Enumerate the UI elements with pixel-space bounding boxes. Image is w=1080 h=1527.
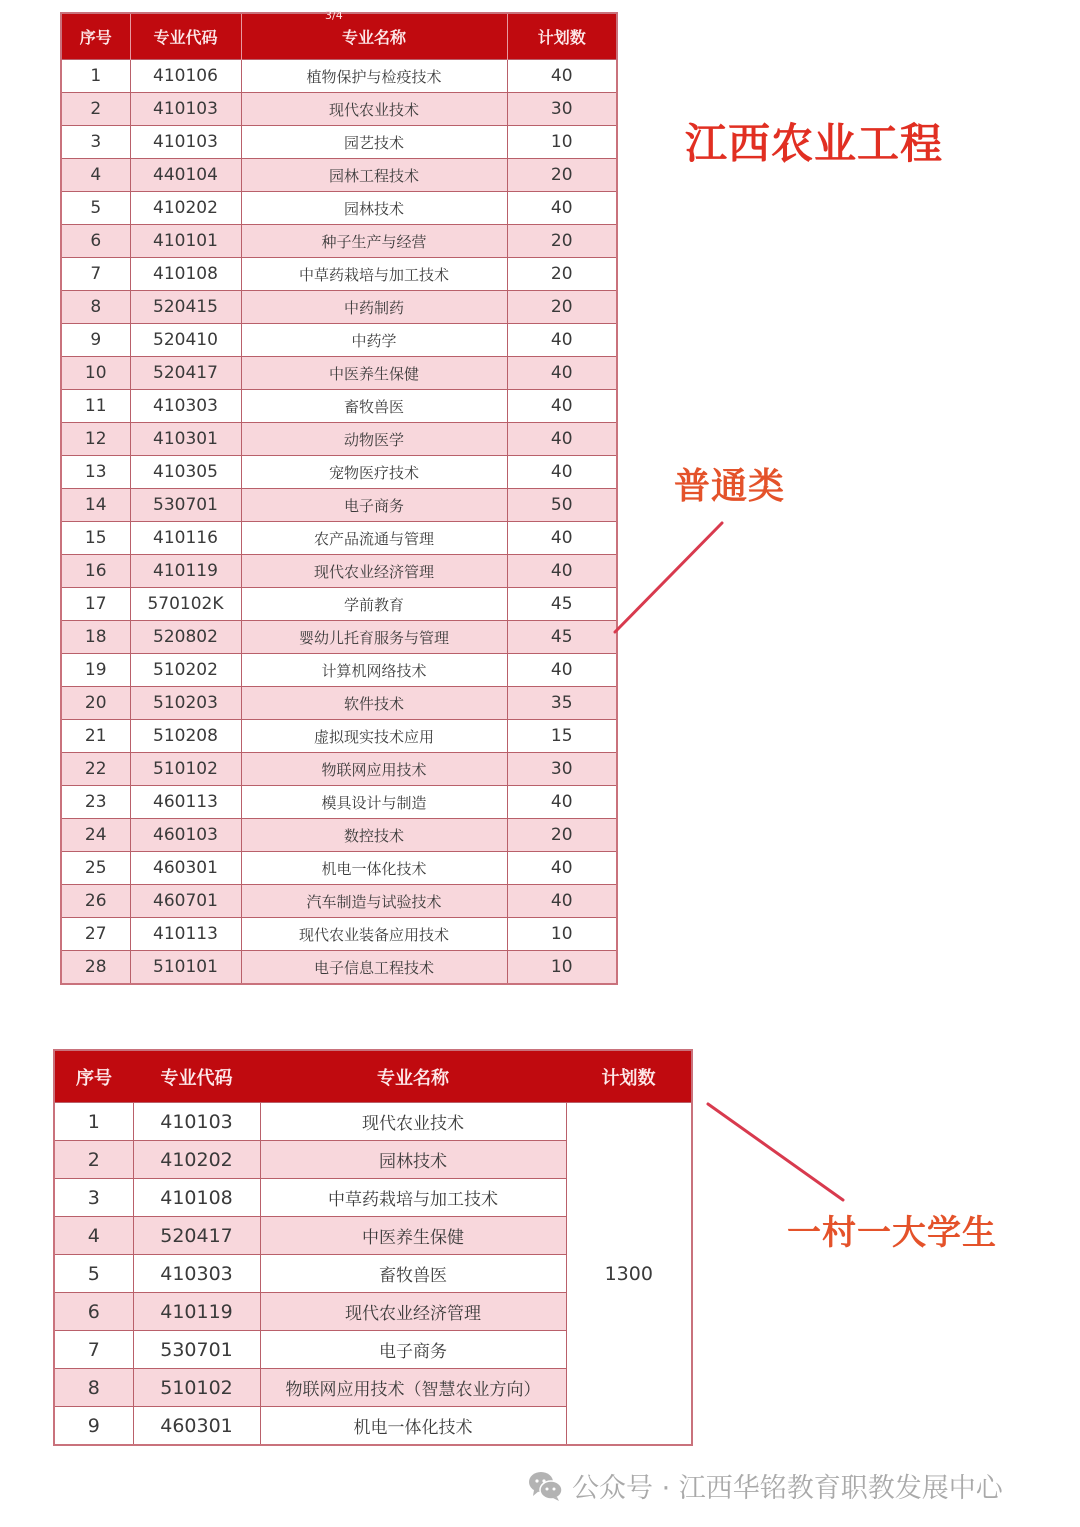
code-cell: 570102K bbox=[130, 588, 241, 621]
plan-cell: 40 bbox=[507, 885, 617, 918]
code-cell: 410305 bbox=[130, 456, 241, 489]
plan-cell: 20 bbox=[507, 291, 617, 324]
index-cell: 14 bbox=[61, 489, 130, 522]
name-cell: 园林技术 bbox=[241, 192, 507, 225]
code-cell: 530701 bbox=[133, 1331, 260, 1369]
header-code: 专业代码 bbox=[130, 13, 241, 60]
pointer-line-village bbox=[708, 1104, 843, 1200]
index-cell: 28 bbox=[61, 951, 130, 985]
index-cell: 17 bbox=[61, 588, 130, 621]
header-name: 专业名称 bbox=[260, 1050, 566, 1103]
index-cell: 13 bbox=[61, 456, 130, 489]
code-cell: 510102 bbox=[130, 753, 241, 786]
plan-cell: 40 bbox=[507, 456, 617, 489]
code-cell: 520410 bbox=[130, 324, 241, 357]
annotation-village: 一村一大学生 bbox=[787, 1213, 997, 1253]
plan-cell: 50 bbox=[507, 489, 617, 522]
index-cell: 5 bbox=[54, 1255, 133, 1293]
index-cell: 9 bbox=[54, 1407, 133, 1446]
header-code: 专业代码 bbox=[133, 1050, 260, 1103]
code-cell: 510202 bbox=[130, 654, 241, 687]
table-header-row bbox=[54, 1050, 692, 1103]
name-cell: 现代农业经济管理 bbox=[241, 555, 507, 588]
code-cell: 410202 bbox=[130, 192, 241, 225]
header-name: 专业名称 bbox=[241, 13, 507, 60]
plan-cell: 40 bbox=[507, 654, 617, 687]
code-cell: 460301 bbox=[133, 1407, 260, 1446]
footer-text: 公众号 · 江西华铭教育职教发展中心 bbox=[572, 1473, 1003, 1504]
plan-cell: 45 bbox=[507, 588, 617, 621]
name-cell: 种子生产与经营 bbox=[241, 225, 507, 258]
code-cell: 520802 bbox=[130, 621, 241, 654]
name-cell: 机电一体化技术 bbox=[260, 1407, 566, 1446]
code-cell: 410303 bbox=[130, 390, 241, 423]
index-cell: 23 bbox=[61, 786, 130, 819]
page-indicator: 3/4 bbox=[325, 9, 343, 22]
index-cell: 3 bbox=[54, 1179, 133, 1217]
name-cell: 计算机网络技术 bbox=[241, 654, 507, 687]
name-cell: 软件技术 bbox=[241, 687, 507, 720]
code-cell: 410108 bbox=[133, 1179, 260, 1217]
name-cell: 农产品流通与管理 bbox=[241, 522, 507, 555]
name-cell: 园艺技术 bbox=[241, 126, 507, 159]
name-cell: 动物医学 bbox=[241, 423, 507, 456]
total-plan-cell: 1300 bbox=[566, 1103, 692, 1446]
table-row bbox=[54, 1103, 692, 1141]
code-cell: 530701 bbox=[130, 489, 241, 522]
name-cell: 婴幼儿托育服务与管理 bbox=[241, 621, 507, 654]
name-cell: 学前教育 bbox=[241, 588, 507, 621]
code-cell: 410301 bbox=[130, 423, 241, 456]
code-cell: 410119 bbox=[133, 1293, 260, 1331]
plan-cell: 10 bbox=[507, 126, 617, 159]
plan-cell: 40 bbox=[507, 423, 617, 456]
name-cell: 虚拟现实技术应用 bbox=[241, 720, 507, 753]
index-cell: 19 bbox=[61, 654, 130, 687]
header-plan: 计划数 bbox=[507, 13, 617, 60]
name-cell: 数控技术 bbox=[241, 819, 507, 852]
code-cell: 410108 bbox=[130, 258, 241, 291]
index-cell: 4 bbox=[54, 1217, 133, 1255]
code-cell: 510203 bbox=[130, 687, 241, 720]
code-cell: 520415 bbox=[130, 291, 241, 324]
name-cell: 现代农业技术 bbox=[241, 93, 507, 126]
plan-cell: 40 bbox=[507, 852, 617, 885]
code-cell: 410103 bbox=[130, 126, 241, 159]
name-cell: 物联网应用技术 bbox=[241, 753, 507, 786]
index-cell: 2 bbox=[54, 1141, 133, 1179]
index-cell: 18 bbox=[61, 621, 130, 654]
code-cell: 510102 bbox=[133, 1369, 260, 1407]
name-cell: 中药制药 bbox=[241, 291, 507, 324]
code-cell: 410116 bbox=[130, 522, 241, 555]
name-cell: 模具设计与制造 bbox=[241, 786, 507, 819]
code-cell: 410101 bbox=[130, 225, 241, 258]
code-cell: 510101 bbox=[130, 951, 241, 985]
plan-cell: 20 bbox=[507, 225, 617, 258]
index-cell: 1 bbox=[61, 60, 130, 93]
name-cell: 中药学 bbox=[241, 324, 507, 357]
name-cell: 电子商务 bbox=[241, 489, 507, 522]
plan-cell: 20 bbox=[507, 159, 617, 192]
code-cell: 410103 bbox=[133, 1103, 260, 1141]
index-cell: 27 bbox=[61, 918, 130, 951]
code-cell: 440104 bbox=[130, 159, 241, 192]
code-cell: 520417 bbox=[130, 357, 241, 390]
index-cell: 26 bbox=[61, 885, 130, 918]
annotation-regular: 普通类 bbox=[674, 466, 786, 507]
code-cell: 460701 bbox=[130, 885, 241, 918]
name-cell: 现代农业技术 bbox=[260, 1103, 566, 1141]
index-cell: 5 bbox=[61, 192, 130, 225]
plan-cell: 45 bbox=[507, 621, 617, 654]
name-cell: 中医养生保健 bbox=[260, 1217, 566, 1255]
index-cell: 1 bbox=[54, 1103, 133, 1141]
name-cell: 现代农业经济管理 bbox=[260, 1293, 566, 1331]
index-cell: 6 bbox=[54, 1293, 133, 1331]
name-cell: 园林技术 bbox=[260, 1141, 566, 1179]
index-cell: 16 bbox=[61, 555, 130, 588]
code-cell: 460301 bbox=[130, 852, 241, 885]
code-cell: 510208 bbox=[130, 720, 241, 753]
wechat-icon bbox=[528, 1470, 564, 1502]
index-cell: 4 bbox=[61, 159, 130, 192]
index-cell: 7 bbox=[61, 258, 130, 291]
plan-cell: 40 bbox=[507, 786, 617, 819]
name-cell: 宠物医疗技术 bbox=[241, 456, 507, 489]
name-cell: 中草药栽培与加工技术 bbox=[260, 1179, 566, 1217]
name-cell: 畜牧兽医 bbox=[260, 1255, 566, 1293]
code-cell: 410119 bbox=[130, 555, 241, 588]
plan-cell: 30 bbox=[507, 753, 617, 786]
plan-cell: 10 bbox=[507, 918, 617, 951]
index-cell: 21 bbox=[61, 720, 130, 753]
name-cell: 园林工程技术 bbox=[241, 159, 507, 192]
index-cell: 24 bbox=[61, 819, 130, 852]
code-cell: 460103 bbox=[130, 819, 241, 852]
index-cell: 8 bbox=[61, 291, 130, 324]
index-cell: 8 bbox=[54, 1369, 133, 1407]
plan-cell: 35 bbox=[507, 687, 617, 720]
plan-cell: 40 bbox=[507, 555, 617, 588]
header-index: 序号 bbox=[61, 13, 130, 60]
name-cell: 中草药栽培与加工技术 bbox=[241, 258, 507, 291]
plan-cell: 40 bbox=[507, 357, 617, 390]
plan-cell: 30 bbox=[507, 93, 617, 126]
index-cell: 6 bbox=[61, 225, 130, 258]
code-cell: 410103 bbox=[130, 93, 241, 126]
header-plan: 计划数 bbox=[566, 1050, 692, 1103]
plan-cell: 20 bbox=[507, 819, 617, 852]
index-cell: 15 bbox=[61, 522, 130, 555]
plan-cell: 40 bbox=[507, 192, 617, 225]
plan-cell: 15 bbox=[507, 720, 617, 753]
index-cell: 11 bbox=[61, 390, 130, 423]
village-student-table bbox=[53, 1049, 693, 1446]
index-cell: 10 bbox=[61, 357, 130, 390]
index-cell: 2 bbox=[61, 93, 130, 126]
code-cell: 520417 bbox=[133, 1217, 260, 1255]
index-cell: 3 bbox=[61, 126, 130, 159]
name-cell: 电子信息工程技术 bbox=[241, 951, 507, 985]
code-cell: 410303 bbox=[133, 1255, 260, 1293]
code-cell: 410113 bbox=[130, 918, 241, 951]
plan-cell: 40 bbox=[507, 522, 617, 555]
name-cell: 汽车制造与试验技术 bbox=[241, 885, 507, 918]
name-cell: 电子商务 bbox=[260, 1331, 566, 1369]
school-title: 江西农业工程 bbox=[685, 119, 944, 168]
name-cell: 机电一体化技术 bbox=[241, 852, 507, 885]
name-cell: 植物保护与检疫技术 bbox=[241, 60, 507, 93]
index-cell: 12 bbox=[61, 423, 130, 456]
header-index: 序号 bbox=[54, 1050, 133, 1103]
plan-cell: 40 bbox=[507, 324, 617, 357]
index-cell: 9 bbox=[61, 324, 130, 357]
name-cell: 中医养生保健 bbox=[241, 357, 507, 390]
index-cell: 22 bbox=[61, 753, 130, 786]
plan-cell: 40 bbox=[507, 390, 617, 423]
code-cell: 410106 bbox=[130, 60, 241, 93]
plan-cell: 10 bbox=[507, 951, 617, 985]
index-cell: 20 bbox=[61, 687, 130, 720]
table-body bbox=[54, 1103, 692, 1446]
name-cell: 物联网应用技术（智慧农业方向） bbox=[260, 1369, 566, 1407]
plan-cell: 20 bbox=[507, 258, 617, 291]
index-cell: 25 bbox=[61, 852, 130, 885]
code-cell: 460113 bbox=[130, 786, 241, 819]
plan-cell: 40 bbox=[507, 60, 617, 93]
code-cell: 410202 bbox=[133, 1141, 260, 1179]
name-cell: 现代农业装备应用技术 bbox=[241, 918, 507, 951]
name-cell: 畜牧兽医 bbox=[241, 390, 507, 423]
pointer-line-regular bbox=[615, 523, 722, 632]
footer-attribution bbox=[528, 1466, 1003, 1505]
index-cell: 7 bbox=[54, 1331, 133, 1369]
